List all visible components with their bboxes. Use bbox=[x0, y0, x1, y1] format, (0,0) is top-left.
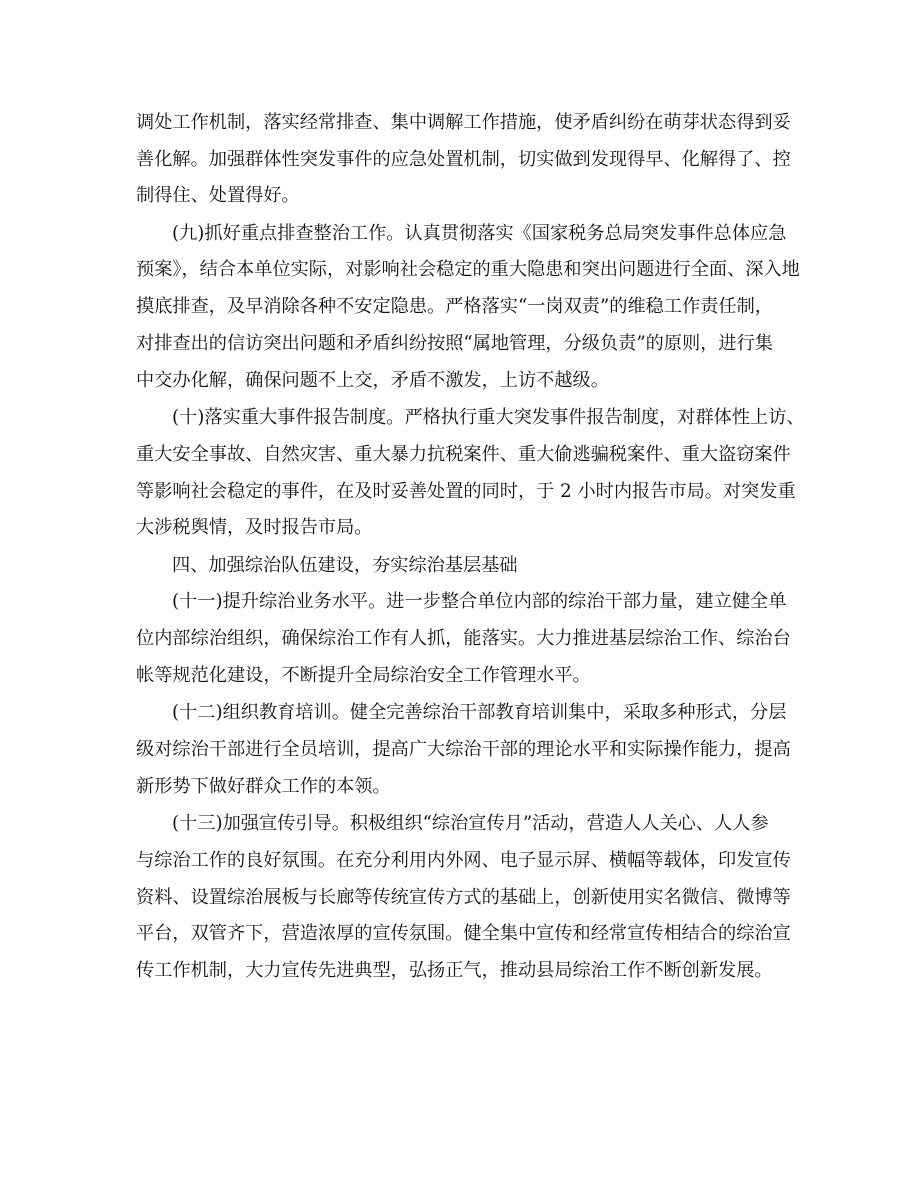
paragraph-line: 传工作机制，大力宣传先进典型，弘扬正气，推动县局综治工作不断创新发展。 bbox=[136, 960, 773, 981]
paragraph-line: (十二)组织教育培训。健全完善综治干部教育培训集中，采取多种形式，分层 bbox=[172, 702, 787, 723]
paragraph-line: 对排查出的信访突出问题和矛盾纠纷按照“属地管理，分级负责”的原则，进行集 bbox=[136, 333, 773, 354]
paragraph-line: 新形势下做好群众工作的本领。 bbox=[136, 776, 391, 797]
paragraph-line: 制得住、处置得好。 bbox=[136, 185, 300, 206]
paragraph-line: 大涉税舆情，及时报告市局。 bbox=[136, 517, 373, 538]
paragraph-line: 善化解。加强群体性突发事件的应急处置机制，切实做到发现得早、化解得了、控 bbox=[136, 149, 791, 170]
paragraph-line: (十)落实重大事件报告制度。严格执行重大突发事件报告制度，对群体性上访、 bbox=[172, 407, 805, 428]
paragraph-line: 摸底排查，及早消除各种不安定隐患。严格落实“一岗双责”的维稳工作责任制， bbox=[136, 296, 773, 317]
paragraph-line: 级对综治干部进行全员培训，提高广大综治干部的理论水平和实际操作能力，提高 bbox=[136, 739, 791, 760]
section-heading: 四、加强综治队伍建设，夯实综治基层基础 bbox=[172, 555, 518, 576]
paragraph-line: (十一)提升综治业务水平。进一步整合单位内部的综治干部力量，建立健全单 bbox=[172, 591, 787, 612]
paragraph-line: 帐等规范化建设，不断提升全局综治安全工作管理水平。 bbox=[136, 665, 591, 686]
paragraph-line: 平台，双管齐下，营造浓厚的宣传氛围。健全集中宣传和经常宣传相结合的综治宣 bbox=[136, 923, 791, 944]
paragraph-line: 资料、设置综治展板与长廊等传统宣传方式的基础上，创新使用实名微信、微博等 bbox=[136, 887, 791, 908]
paragraph-line: 位内部综治组织，确保综治工作有人抓，能落实。大力推进基层综治工作、综治台 bbox=[136, 628, 791, 649]
paragraph-line: 中交办化解，确保问题不上交，矛盾不激发，上访不越级。 bbox=[136, 370, 609, 391]
paragraph-line: 预案》，结合本单位实际，对影响社会稳定的重大隐患和突出问题进行全面、深入地 bbox=[136, 259, 800, 280]
paragraph-line: 等影响社会稳定的事件，在及时妥善处置的同时，于 2 小时内报告市局。对突发重 bbox=[136, 481, 796, 502]
paragraph-line: (十三)加强宣传引导。积极组织“综治宣传月”活动，营造人人关心、人人参 bbox=[172, 813, 769, 834]
paragraph-line: (九)抓好重点排查整治工作。认真贯彻落实《国家税务总局突发事件总体应急 bbox=[172, 223, 787, 244]
paragraph-line: 与综治工作的良好氛围。在充分利用内外网、电子显示屏、横幅等载体，印发宣传 bbox=[136, 850, 791, 871]
paragraph-line: 调处工作机制，落实经常排查、集中调解工作措施，使矛盾纠纷在萌芽状态得到妥 bbox=[136, 112, 791, 133]
paragraph-line: 重大安全事故、自然灾害、重大暴力抗税案件、重大偷逃骗税案件、重大盗窃案件 bbox=[136, 444, 791, 465]
